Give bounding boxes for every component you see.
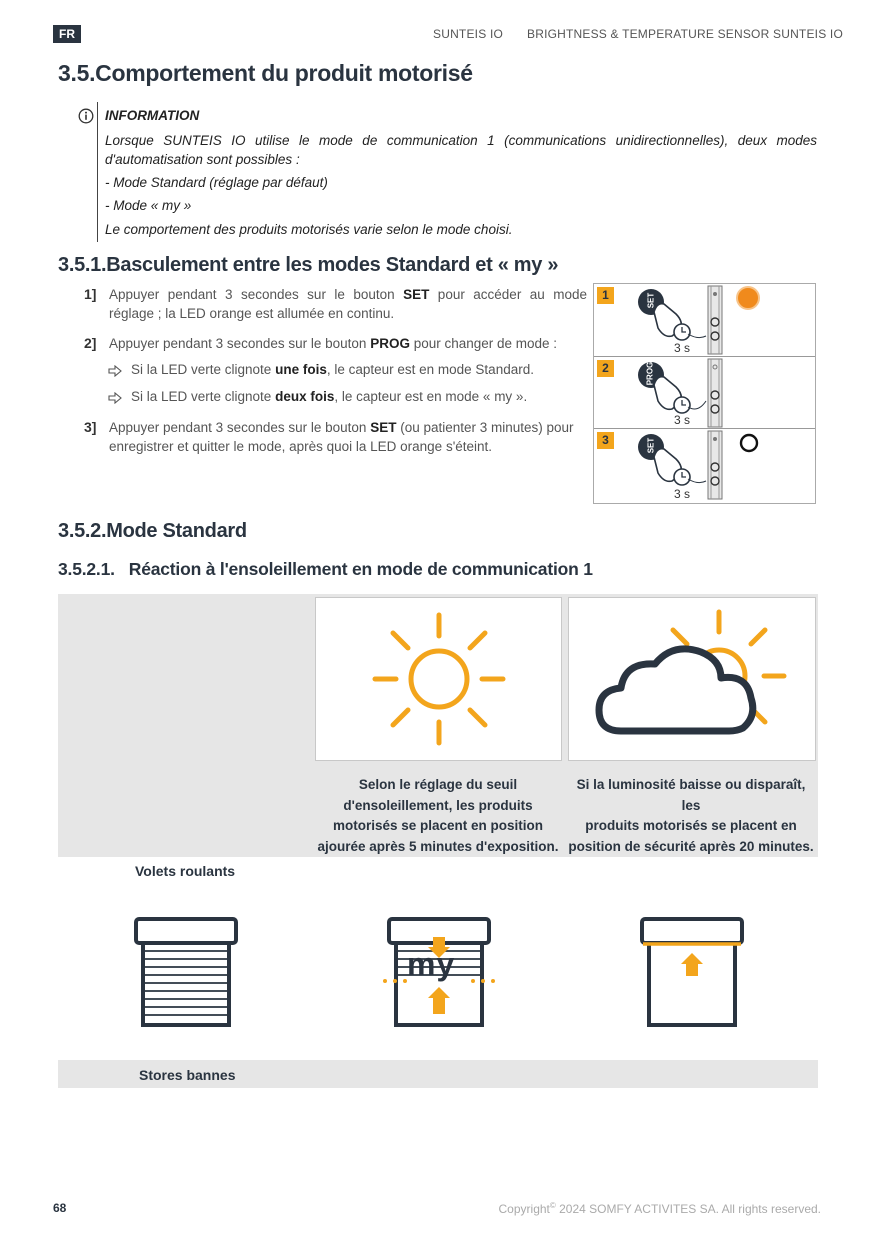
cloud-panel bbox=[568, 597, 816, 761]
step-2-number: 2] bbox=[84, 335, 97, 351]
row-label-rolling-shutters: Volets roulants bbox=[135, 863, 236, 879]
arrow-right-icon bbox=[108, 365, 122, 377]
row-label-awnings: Stores bannes bbox=[139, 1067, 236, 1083]
info-line-4: - Mode « my » bbox=[105, 198, 192, 213]
diagram-button-label: SET bbox=[646, 437, 656, 454]
diagram-step-badge: 1 bbox=[597, 287, 614, 304]
info-line-1: Lorsque SUNTEIS IO utilise le mode de communication 1 (communications unidirectionnelles), deux modes bbox=[105, 133, 817, 148]
bullet-2-text: Si la LED verte clignote deux fois, le capteur est en mode « my ». bbox=[131, 389, 528, 404]
diagram-duration: 3 s bbox=[674, 413, 691, 427]
subsection-title-3-5-2-1: 3.5.2.1. Réaction à l'ensoleillement en mode de communication 1 bbox=[58, 559, 593, 579]
header-product-full: BRIGHTNESS & TEMPERATURE SENSOR SUNTEIS IO bbox=[527, 27, 844, 41]
language-badge: FR bbox=[53, 25, 81, 43]
copyright: Copyright© 2024 SOMFY ACTIVITES SA. All rights reserved. bbox=[498, 1201, 821, 1216]
step-1-number: 1] bbox=[84, 286, 97, 302]
diagram-step-badge: 2 bbox=[597, 360, 614, 377]
button-sequence-diagram bbox=[593, 283, 816, 504]
arrow-right-icon bbox=[108, 392, 122, 404]
subsection-title-3-5-2: 3.5.2.Mode Standard bbox=[58, 520, 247, 542]
cloud-caption: Si la luminosité baisse ou disparaît, les produits motorisés se placent en position de sécurité après 20 minutes. bbox=[568, 777, 814, 854]
my-position-label: my bbox=[407, 946, 456, 982]
bullet-1-text: Si la LED verte clignote une fois, le capteur est en mode Standard. bbox=[131, 362, 534, 377]
step-3-number: 3] bbox=[84, 419, 97, 435]
info-line-3: - Mode Standard (réglage par défaut) bbox=[105, 175, 328, 190]
shutter-open-icon bbox=[640, 917, 744, 1027]
shutter-closed-icon bbox=[134, 917, 238, 1027]
information-box bbox=[97, 102, 817, 242]
sun-icon bbox=[316, 598, 561, 760]
step-3-text: Appuyer pendant 3 secondes sur le bouton SET (ou patienter 3 minutes) pour enregistrer et quitter le mode, après quoi la LED orange s'éteint. bbox=[109, 420, 574, 454]
diagram-row-2 bbox=[594, 356, 815, 429]
info-line-5: Le comportement des produits motorisés varie selon le mode choisi. bbox=[105, 222, 513, 237]
diagram-duration: 3 s bbox=[674, 341, 691, 355]
info-heading: INFORMATION bbox=[105, 108, 200, 123]
sun-panel bbox=[315, 597, 562, 761]
page-number: 68 bbox=[53, 1201, 67, 1215]
cloud-sun-icon bbox=[569, 598, 815, 760]
diagram-row-3 bbox=[594, 428, 815, 501]
diagram-row-1 bbox=[594, 284, 815, 356]
diagram-step-badge: 3 bbox=[597, 432, 614, 449]
info-icon bbox=[78, 108, 94, 124]
sun-caption: Selon le réglage du seuil d'ensoleillement, les produits motorisés se placent en position ajourée après 5 minutes d'exposition. bbox=[317, 777, 559, 854]
info-line-2: d'automatisation sont possibles : bbox=[105, 152, 300, 167]
step-2-text: Appuyer pendant 3 secondes sur le bouton PROG pour changer de mode : bbox=[109, 336, 558, 351]
step-1-text: Appuyer pendant 3 secondes sur le bouton SET pour accéder au mode réglage ; la LED orange est allumée en continu. bbox=[109, 287, 587, 321]
diagram-duration: 3 s bbox=[674, 487, 691, 501]
section-title: 3.5.Comportement du produit motorisé bbox=[58, 60, 473, 86]
subsection-title-3-5-1: 3.5.1.Basculement entre les modes Standard et « my » bbox=[58, 254, 559, 276]
diagram-button-label: PROG bbox=[645, 361, 655, 386]
diagram-button-label: SET bbox=[646, 292, 656, 309]
header-product: SUNTEIS IO bbox=[433, 27, 504, 41]
